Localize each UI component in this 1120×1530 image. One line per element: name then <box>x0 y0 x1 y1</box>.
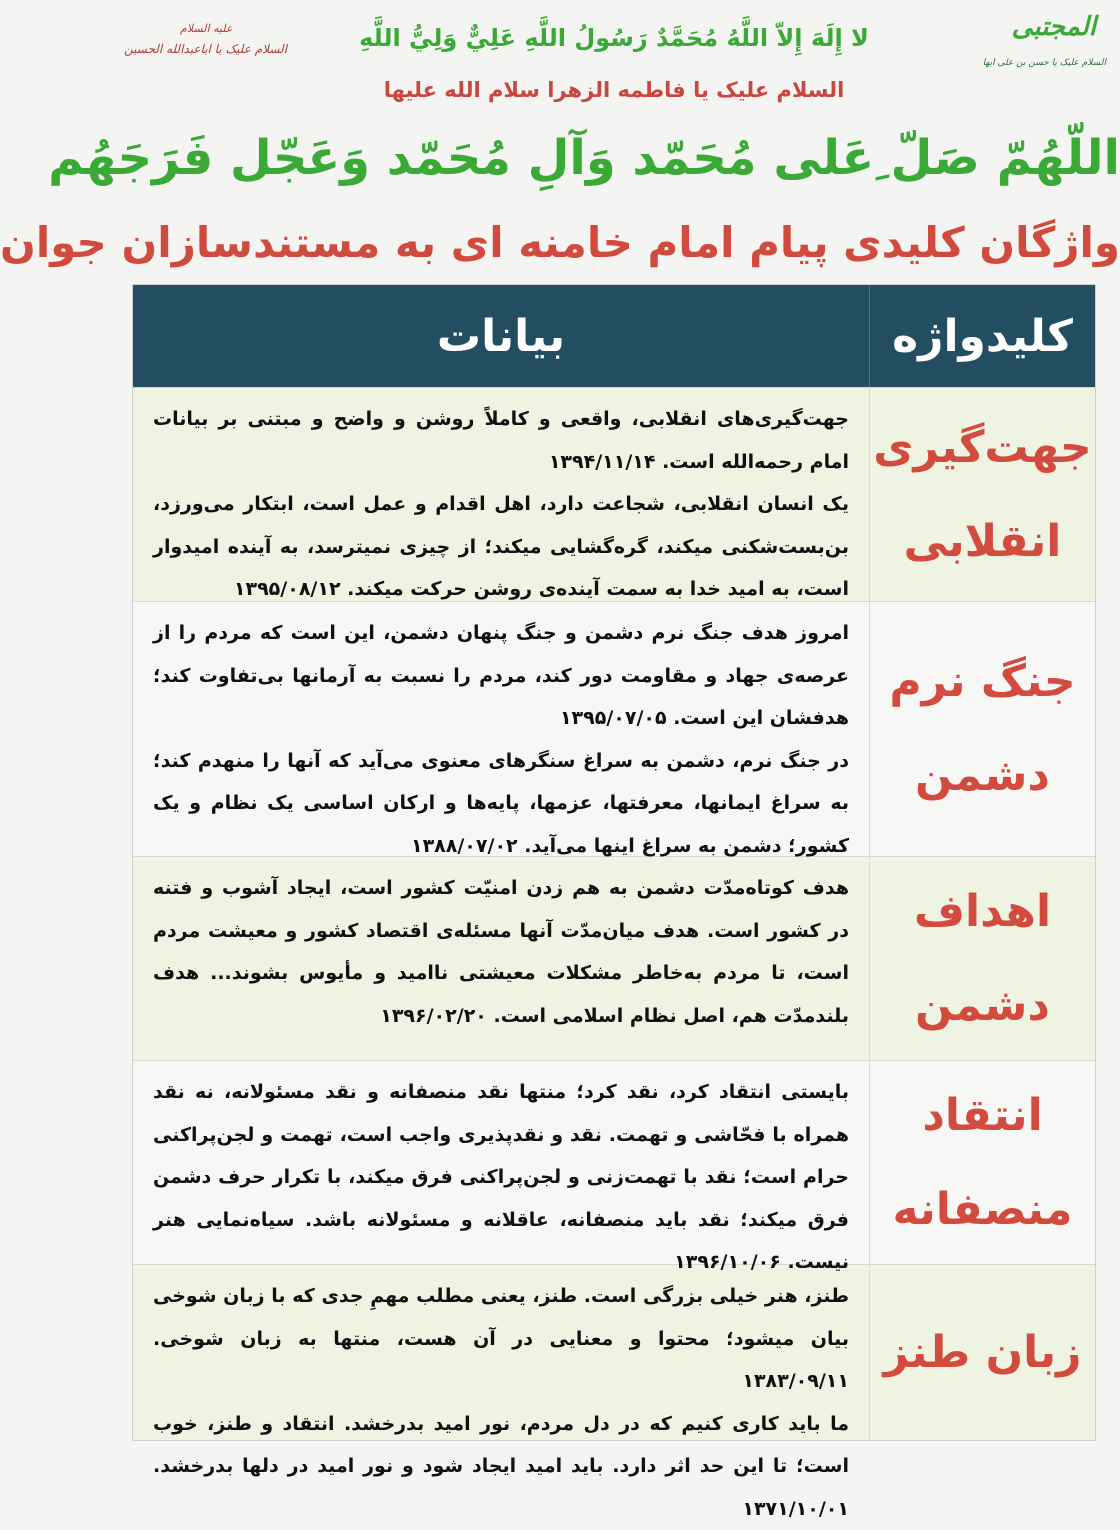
statements-cell <box>133 857 869 1060</box>
table-header <box>133 285 1095 387</box>
keyword-cell: جنگ نرم دشمن <box>869 602 1095 856</box>
shahadah-line: لا إِلَهَ إِلاّ اللَّهُ مُحَمَّدٌ رَسُولُ اللَّهِ عَلِيٌّ وَلِيُّ اللَّهِ <box>108 24 1120 52</box>
statement-text: یک انسان انقلابی، شجاعت دارد، اهل اقدام و عمل است، ابتکار می‌ورزد، بن‌بست‌شکنی میکند، گره‌گشایی میکند؛ از چیزی نمیترسد، به آینده امیدوار است، به امید خدا به سمت آینده‌ی روشن حرکت میکند. ۱۳۹۵/۰۸/۱۲ <box>153 483 849 611</box>
table-row <box>133 601 1095 856</box>
page <box>108 0 1120 1431</box>
statement-text: طنز، هنر خیلی بزرگی است. طنز، یعنی مطلب مهمِ جدی که با زبان شوخی بیان میشود؛ محتوا و معنایی در آن هست، منتها به زبان شوخی. ۱۳۸۳/۰۹/۱۱ <box>153 1275 849 1403</box>
salawat-line: اللّهُمّ صَلّ ِعَلی مُحَمّد وَآلِ مُحَمّد وَعَجّل فَرَجَهُم <box>108 130 1120 186</box>
statements-cell <box>133 388 869 601</box>
statements-cell <box>133 602 869 856</box>
header <box>108 0 1120 282</box>
calligraphy-right-main: المجتبی <box>1012 12 1096 42</box>
statement-text: جهت‌گیری‌های انقلابی، واقعی و کاملاً روشن و واضح و مبتنی بر بیانات امام رحمه‌الله است. ۱۳۹۴/۱۱/۱۴ <box>153 398 849 483</box>
keywords-table <box>132 284 1096 1441</box>
document-title: واژگان کلیدی پیام امام خامنه ای به مستندسازان جوان <box>108 218 1120 267</box>
keyword-cell: اهداف دشمن <box>869 857 1095 1060</box>
statements-column-header: بیانات <box>133 285 869 387</box>
table-row <box>133 1264 1095 1440</box>
keyword-cell: زبان طنز <box>869 1265 1095 1440</box>
statement-text: هدف کوتاه‌مدّت دشمن به هم زدن امنیّت کشور است، ایجاد آشوب و فتنه در کشور است. هدف میان‌مدّت آنها مسئله‌ی اقتصاد کشور و معیشت مردم است، تا مردم به‌خاطر مشکلات معیشتی ناامید و مأیوس بشوند... هدف بلندمدّت هم، اصل نظام اسلامی است. ۱۳۹۶/۰۲/۲۰ <box>153 867 849 1037</box>
statement-text: در جنگ نرم، دشمن به سراغ سنگرهای معنوی می‌آید که آنها را منهدم کند؛ به سراغ ایمانها، معرفتها، عزمها، پایه‌ها و ارکان اساسی یک نظام و یک کشور؛ دشمن به سراغ اینها می‌آید. ۱۳۸۸/۰۷/۰۲ <box>153 740 849 868</box>
salam-zahra-line: السلام علیک یا فاطمه الزهرا سلام الله علیها <box>108 78 1120 102</box>
statements-cell <box>133 1061 869 1264</box>
keyword-column-header: کلیدواژه <box>869 285 1095 387</box>
statement-text: امروز هدف جنگ نرم دشمن و جنگ پنهان دشمن، این است که مردم را از عرصه‌ی جهاد و مقاومت دور کند، مردم را نسبت به آرمانها بی‌تفاوت کند؛ هدفشان این است. ۱۳۹۵/۰۷/۰۵ <box>153 612 849 740</box>
table-row <box>133 1060 1095 1264</box>
calligraphy-right-small: السلام علیک یا حسن بن علی ایها <box>983 58 1106 68</box>
statements-cell <box>133 1265 869 1440</box>
table-row <box>133 856 1095 1060</box>
statement-text: بایستی انتقاد کرد، نقد کرد؛ منتها نقد منصفانه و نقد مسئولانه، نه نقد همراه با فحّاشی و تهمت. نقد و نقدپذیری واجب است، تهمت و لجن‌پراکنی حرام است؛ نقد با تهمت‌زنی و لجن‌پراکنی فرق میکند، با تکرار حرف دشمن فرق میکند؛ نقد باید منصفانه، عاقلانه و مسئولانه باشد. سیاه‌نمایی هنر نیست. ۱۳۹۶/۱۰/۰۶ <box>153 1071 849 1284</box>
calligraphy-left-main: السلام علیک یا اباعبدالله الحسین <box>124 42 287 56</box>
keyword-cell: انتقاد منصفانه <box>869 1061 1095 1264</box>
keyword-cell: جهت‌گیری انقلابی <box>869 388 1095 601</box>
statement-text: ما باید کاری کنیم که در دل مردم، نور امید بدرخشد. انتقاد و طنز، خوب است؛ تا این حد اثر دارد. باید امید ایجاد شود و نور امید در دلها بدرخشد. ۱۳۷۱/۱۰/۰۱ <box>153 1403 849 1530</box>
calligraphy-left-small: علیه السلام <box>180 22 233 35</box>
table-row <box>133 387 1095 601</box>
